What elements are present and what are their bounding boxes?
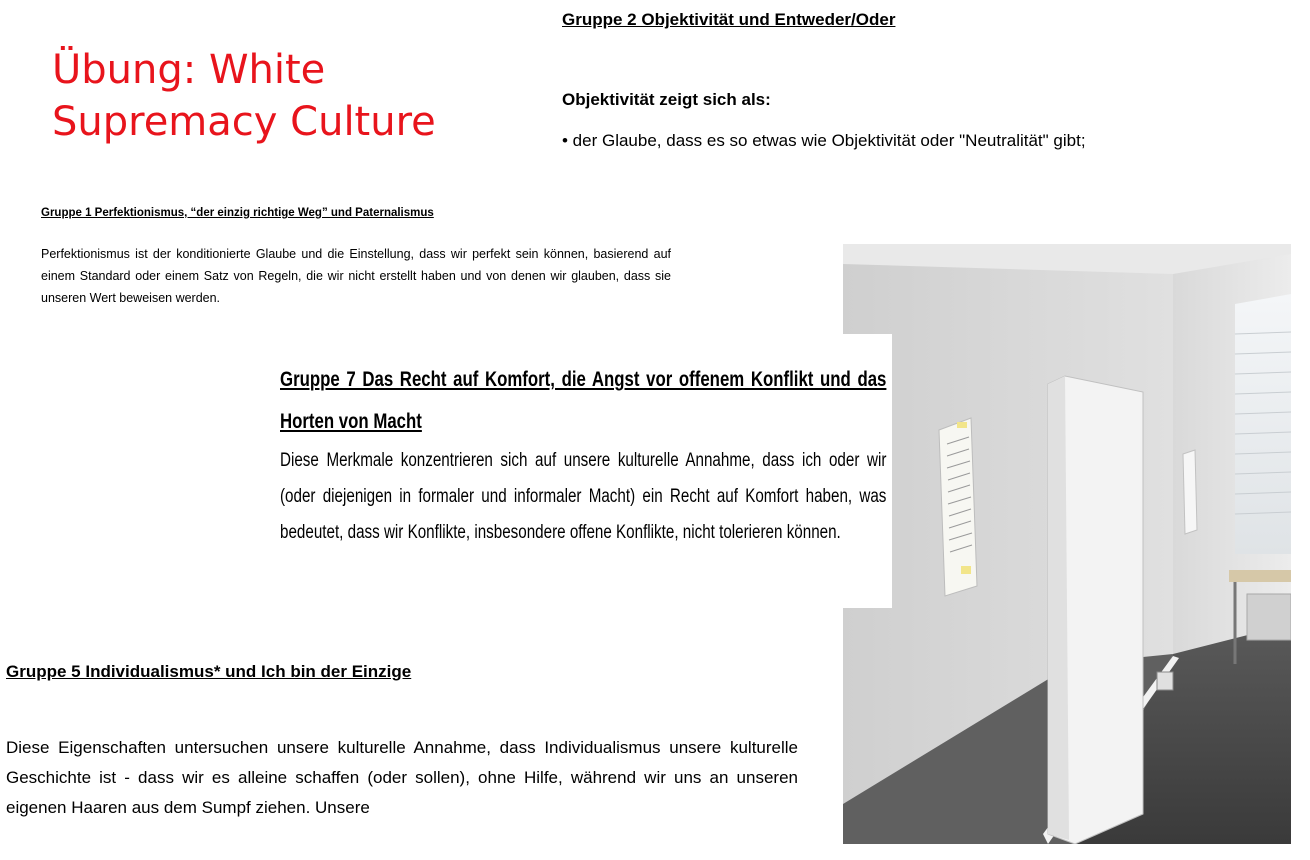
group-7-card bbox=[268, 334, 892, 608]
group-7-paragraph: Diese Merkmale konzentrieren sich auf unsere kulturelle Annahme, dass ich oder wir (oder diejenigen in formaler und informaler Macht) ein Recht auf Komfort haben, was bedeutet, dass wir Konflikte, insbesondere offene Konflikte, nicht tolerieren können. bbox=[280, 450, 887, 543]
group-2-subheading: Objektivität zeigt sich als: bbox=[562, 90, 771, 109]
group-5-heading: Gruppe 5 Individualismus* und Ich bin der Einzige bbox=[6, 662, 412, 681]
group-5-paragraph: Diese Eigenschaften untersuchen unsere kulturelle Annahme, dass Individualismus unsere kulturelle Geschichte ist - dass wir es alleine schaffen (oder sollen), ohne Hilfe, während wir uns an unseren eigenen Haaren aus dem Sumpf ziehen. Unsere bbox=[6, 738, 798, 817]
group-2-heading: Gruppe 2 Objektivität und Entweder/Oder bbox=[562, 10, 896, 29]
group-2-bullet: • der Glaube, dass es so etwas wie Objektivität oder "Neutralität" gibt; bbox=[562, 131, 1086, 150]
room-photo bbox=[843, 244, 1291, 844]
slide-title bbox=[52, 44, 436, 148]
slide-title-line-1: Übung: White bbox=[52, 47, 326, 93]
group-1-paragraph: Perfektionismus ist der konditionierte Glaube und die Einstellung, dass wir perfekt sein können, basierend auf einem Standard oder einem Satz von Regeln, die wir nicht erstellt haben und von denen wir glauben, dass sie unseren Wert beweisen werden. bbox=[41, 247, 671, 305]
room-photo-image bbox=[843, 244, 1291, 844]
slide-title-line-2: Supremacy Culture bbox=[52, 99, 436, 145]
group-7-heading: Gruppe 7 Das Recht auf Komfort, die Angst vor offenem Konflikt und das Horten von Macht bbox=[280, 368, 887, 433]
group-1-heading: Gruppe 1 Perfektionismus, “der einzig richtige Weg” und Paternalismus bbox=[41, 207, 434, 219]
